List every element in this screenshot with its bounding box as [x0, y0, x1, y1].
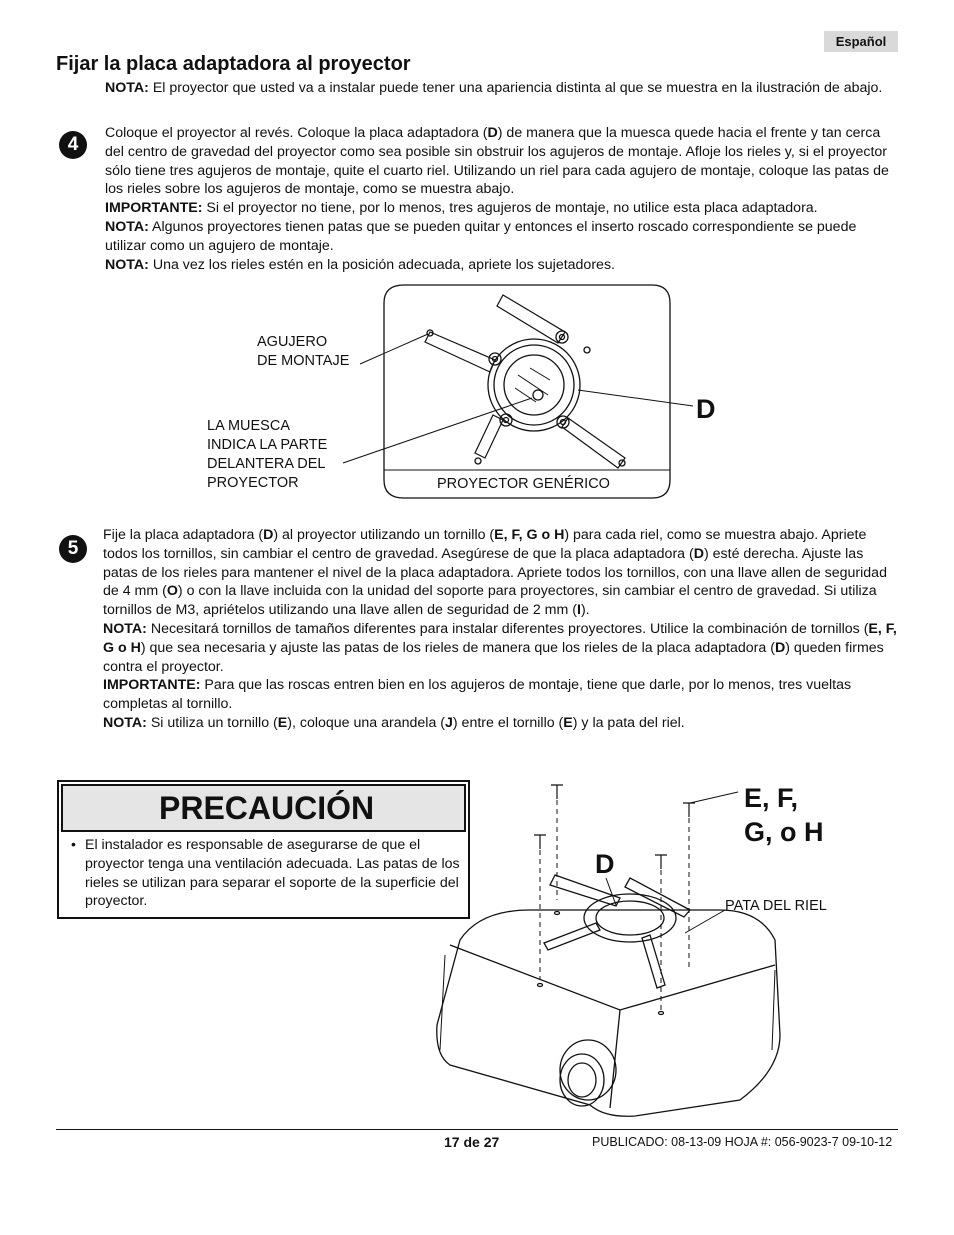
- page-number: 17 de 27: [444, 1134, 500, 1150]
- step-4-text: [105, 124, 897, 274]
- caution-title: PRECAUCIÓN: [61, 784, 466, 832]
- label-screws-efgh: E, F, G, o H: [744, 783, 824, 847]
- intro-note-label: NOTA:: [105, 80, 149, 96]
- adapter-plate-top-view-illustration: [300, 280, 700, 505]
- label-notch: LA MUESCA INDICA LA PARTE DELANTERA DEL PROYECTOR: [207, 418, 328, 491]
- label-rail-leg: PATA DEL RIEL: [725, 898, 827, 914]
- step-5-paragraph: Fije la placa adaptadora (D) al proyector utilizando un tornillo (E, F, G o H) para cada riel, como se muestra abajo. Apriete todos los tornillos, sin cambiar el centro de gravedad. Asegúrese de que la placa adaptadora (D) esté derecha. Ajuste las patas de los rieles para mantener el nivel de la placa adaptadora. Apriete todos los tornillos, con una llave allen de seguridad de 4 mm (O) o con la llave incluida con la unidad del soporte para proyectores, sin cambiar el centro de gravedad. Si utiliza tornillos de M3, apriételos utilizando una llave allen de seguridad de 2 mm (I).: [103, 527, 887, 619]
- step-5-note-1: NOTA: Necesitará tornillos de tamaños diferentes para instalar diferentes proyectores. Utilice la combinación de tornillos (E, F, G o H) que sea necesaria y ajuste las patas de los rieles de manera que los rieles de la placa adaptadora (D) queden firmes contra el proyector.: [103, 620, 897, 675]
- caution-text: El instalador es responsable de asegurarse de que el proyector tenga una ventilación adecuada. Las patas de los rieles se utilizan para separar el soporte de la superficie del proyector.: [85, 837, 460, 910]
- footer-rule: [56, 1129, 898, 1130]
- label-adapter-plate-d: D: [696, 394, 716, 424]
- language-tab: Español: [824, 31, 898, 52]
- section-title: Fijar la placa adaptadora al proyector: [56, 53, 411, 75]
- step-4-note-1: NOTA: Algunos proyectores tienen patas que se pueden quitar y entonces el inserto roscado correspondiente se puede utilizar como un agujero de montaje.: [105, 218, 857, 254]
- caution-box: [57, 780, 470, 919]
- step-4-note-2: NOTA: Una vez los rieles estén en la posición adecuada, apriete los sujetadores.: [105, 256, 615, 273]
- step-4-badge: 4: [59, 131, 87, 159]
- label-generic-projector: PROYECTOR GENÉRICO: [437, 476, 610, 492]
- label-adapter-plate-d-2: D: [595, 849, 615, 879]
- label-mounting-hole: AGUJERO DE MONTAJE: [257, 334, 350, 369]
- step-5-important: IMPORTANTE: Para que las roscas entren bien en los agujeros de montaje, tiene que darle, por lo menos, tres vueltas completas al tornillo.: [103, 677, 852, 713]
- publication-info: PUBLICADO: 08-13-09 HOJA #: 056-9023-7 09-10-12: [592, 1135, 893, 1149]
- intro-note-text: El proyector que usted va a instalar puede tener una apariencia distinta al que se muestra en la ilustración de abajo.: [148, 80, 883, 96]
- step-4-paragraph: Coloque el proyector al revés. Coloque la placa adaptadora (D) de manera que la muesca quede hacia el frente y tan cerca del centro de gravedad del proyector como sea posible sin obstruir los agujeros de montaje. Afloje los rieles y, si el proyector sólo tiene tres agujeros de montaje, quite el cuarto riel. Utilizando un riel para cada agujero de montaje, coloque las patas de los rieles sobre los agujeros de montaje, como se muestra abajo.: [105, 125, 889, 198]
- step-5-note-2: NOTA: Si utiliza un tornillo (E), coloque una arandela (J) entre el tornillo (E) y la pata del riel.: [103, 714, 685, 731]
- caution-bullet: •: [71, 836, 76, 852]
- step-5-text: [103, 526, 897, 733]
- step-5-badge: 5: [59, 535, 87, 563]
- intro-note: [105, 79, 900, 98]
- step-4-important: IMPORTANTE: Si el proyector no tiene, por lo menos, tres agujeros de montaje, no utilice esta placa adaptadora.: [105, 200, 818, 217]
